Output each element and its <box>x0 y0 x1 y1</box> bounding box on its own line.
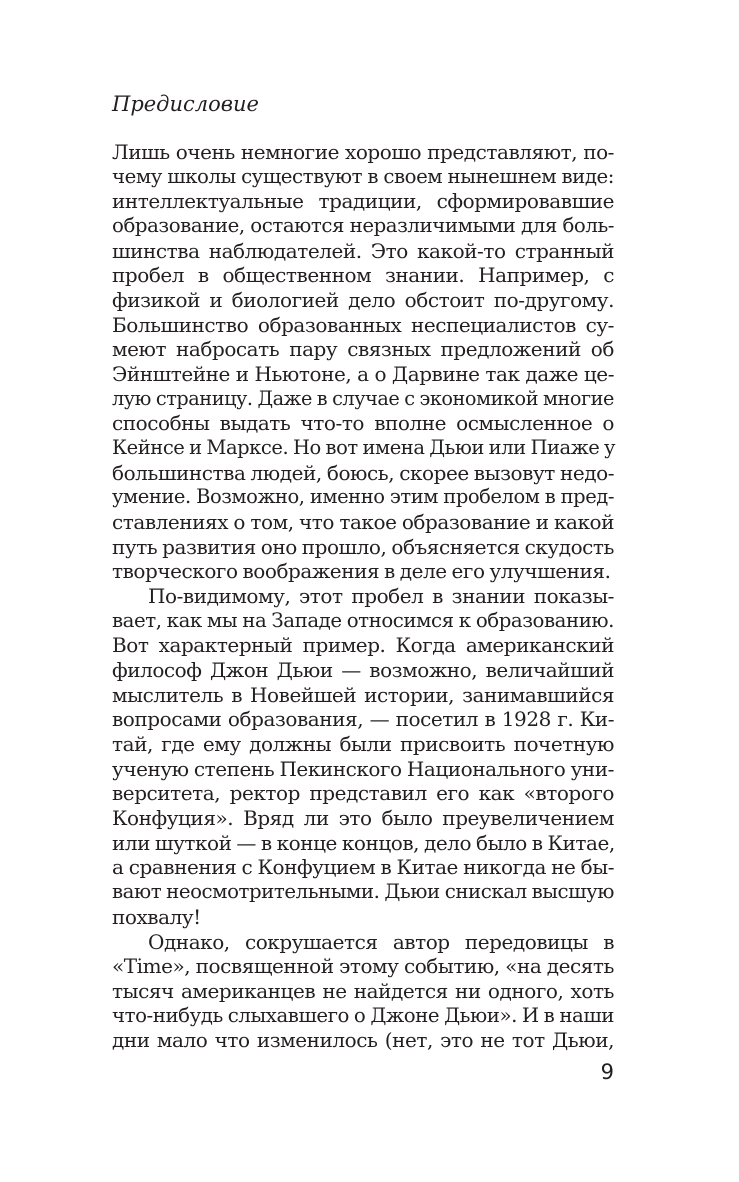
text-line: философ Джон Дьюи — возможно, величайший <box>112 658 614 683</box>
page-number: 9 <box>600 1060 614 1084</box>
text-line: ученую степень Пекинского Национального уни- <box>112 756 614 781</box>
text-line: Конфуция». Вряд ли это было преувеличением <box>112 806 614 831</box>
text-line: что-нибудь слыхавшего о Джоне Дьюи». И в наши <box>112 1003 614 1027</box>
text-line: ставлениях о том, что такое образование и какой <box>112 510 614 535</box>
text-line: интеллектуальные традиции, сформировавшие <box>112 189 614 214</box>
text-line: вает, как мы на Западе относимся к образованию. <box>112 608 614 632</box>
text-line: образование, остаются неразличимыми для боль- <box>112 214 614 238</box>
text-line: вопросами образования, — посетил в 1928 г. Ки- <box>112 707 614 732</box>
text-line: вают неосмотрительными. Дьюи снискал высшую <box>112 880 614 904</box>
paragraph-first-line: По-видимому, этот пробел в знании показы- <box>148 584 614 609</box>
text-line: пробел в общественном знании. Например, с <box>112 263 614 288</box>
text-line: Эйнштейне и Ньютоне, а о Дарвине так даже це- <box>112 362 614 387</box>
text-line: а сравнения с Конфуцием в Китае никогда не бы- <box>112 855 614 880</box>
text-line: или шуткой — в конце концов, дело было в Китае, <box>112 830 615 855</box>
text-line: Кейнсе и Марксе. Но вот имена Дьюи или Пиаже у <box>112 436 616 460</box>
text-line: физикой и биологией дело обстоит по-другому. <box>112 288 614 313</box>
paragraph-last-line: творческого воображения в деле его улучшения. <box>112 559 611 584</box>
text-line: «Time», посвященной этому событию, «на десять <box>112 954 614 979</box>
text-line: тай, где ему должны были присвоить почетную <box>112 732 614 757</box>
text-line: шинства наблюдателей. Это какой-то странный <box>112 238 614 263</box>
text-line: чему школы существуют в своем нынешнем виде: <box>112 164 614 188</box>
text-line: большинства людей, боюсь, скорее вызовут недо- <box>112 460 614 485</box>
text-line: лую страницу. Даже в случае с экономикой многие <box>112 386 614 410</box>
text-line: верситета, ректор представил его как «второго <box>112 781 614 806</box>
text-line: способны выдать что-то вполне осмысленное о <box>112 411 614 436</box>
text-line: меют набросать пару связных предложений об <box>112 337 614 362</box>
text-line: Большинство образованных неспециалистов су- <box>112 312 614 337</box>
text-line: умение. Возможно, именно этим пробелом в пред- <box>112 485 614 509</box>
text-line: мыслитель в Новейшей истории, занимавшийся <box>112 682 614 707</box>
text-line: дни мало что изменилось (нет, это не тот Дьюи, <box>112 1028 614 1053</box>
text-line: тысяч американцев не найдется ни одного, хоть <box>112 978 614 1003</box>
running-header: Предисловие <box>112 92 259 116</box>
paragraph-first-line: Однако, сокрушается автор передовицы в <box>148 929 614 954</box>
paragraph-last-line: похвалу! <box>112 904 201 929</box>
text-line: Лишь очень немногие хорошо представляют, по- <box>112 140 614 164</box>
text-line: путь развития оно прошло, объясняется скудость <box>112 534 614 559</box>
body-text <box>112 140 614 1053</box>
text-line: Вот характерный пример. Когда американский <box>112 633 614 658</box>
